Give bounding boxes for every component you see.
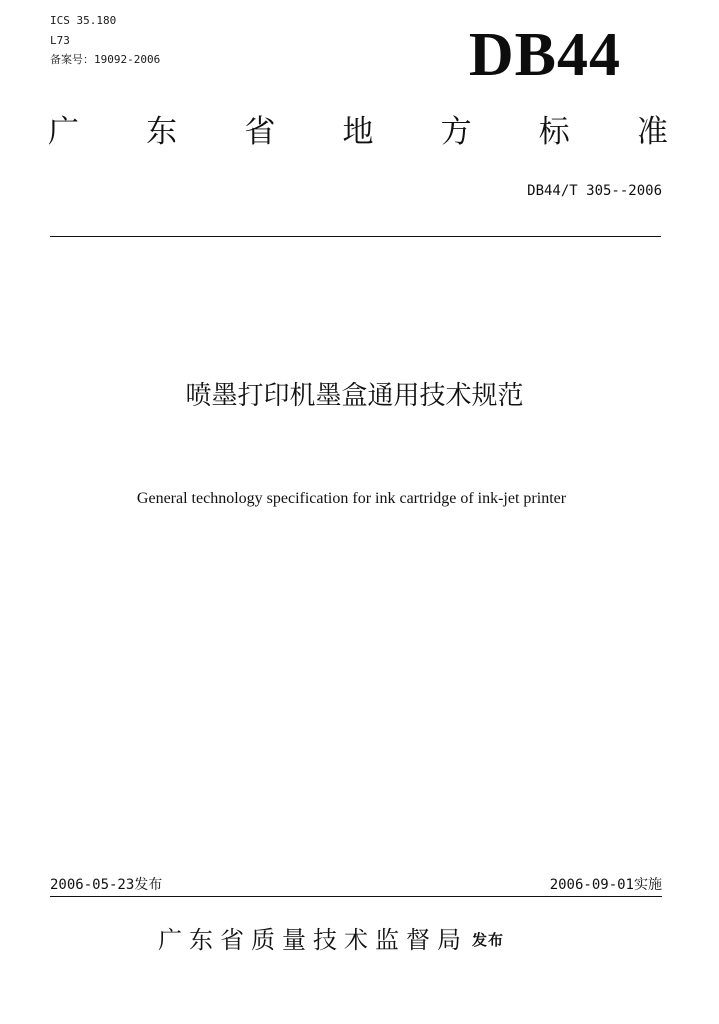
standard-type-char: 标 <box>538 114 570 150</box>
title-chinese: 喷墨打印机墨盒通用技术规范 <box>185 381 524 411</box>
standard-type-char: 省 <box>244 114 276 150</box>
standard-type-char: 方 <box>440 114 472 150</box>
date-row <box>50 876 662 894</box>
ics-code: ICS 35.180 <box>50 14 117 27</box>
db-code-logo: DB44 <box>468 21 621 89</box>
standard-type-char: 东 <box>146 114 178 150</box>
publish-date: 2006-05-23 <box>50 877 135 893</box>
standard-type-heading <box>48 112 668 152</box>
record-number: 备案号：19092-2006 <box>50 53 161 66</box>
standard-type-char: 准 <box>636 114 668 150</box>
bottom-divider <box>50 896 662 897</box>
effective-date-group <box>550 876 662 894</box>
effective-date: 2006-09-01 <box>549 877 634 893</box>
top-divider <box>50 236 661 237</box>
standard-type-char: 地 <box>342 114 374 150</box>
classification-code: L73 <box>50 34 70 47</box>
standard-number: DB44/T 305--2006 <box>527 183 662 199</box>
title-english: General technology specification for ink cartridge of ink-jet printer <box>136 490 567 507</box>
effective-label: 实施 <box>634 877 662 893</box>
issuer-action: 发布 <box>472 931 505 949</box>
issuer-name: 广东省质量技术监督局 <box>158 926 468 954</box>
publish-date-group <box>50 876 162 894</box>
issuer-line <box>158 924 504 956</box>
publish-label: 发布 <box>134 877 163 893</box>
standard-type-char: 广 <box>48 114 79 150</box>
